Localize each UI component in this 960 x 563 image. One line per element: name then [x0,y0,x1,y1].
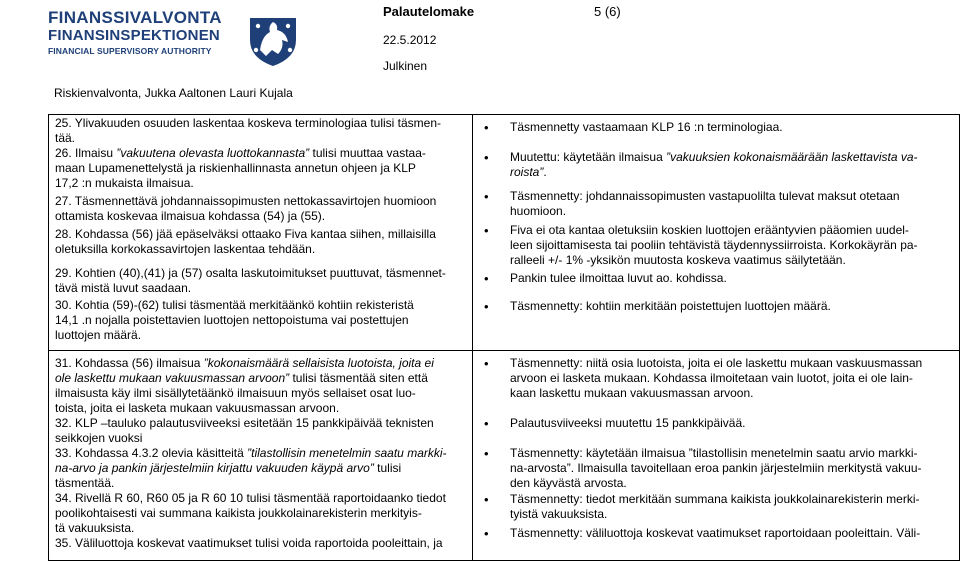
responses-cell [473,351,960,561]
comment-line: 28. Kohdassa (56) jää epäselväksi ottaako Fiva kantaa siihen, millaisilla [55,227,436,241]
response-list [473,356,955,541]
comment-line: 25. Ylivakuuden osuuden laskentaa koskeva terminologiaa tulisi täsmen- [55,116,442,130]
comment-line: 31. Kohdassa (56) ilmaisua ”kokonaismäärä sellaisista luotoista, joita ei [55,356,434,370]
comment-line: oletuksilla korkokassavirtojen laskentaa tehdään. [55,242,316,256]
table-row [49,351,960,561]
comment-line: tää. [55,131,76,145]
comment-line: 32. KLP –tauluko palautusviiveeksi esitetään 15 pankkipäivää teknisten [55,416,434,430]
comment-line: 33. Kohdassa 4.3.2 olevia käsitteitä ”tilastollisin menetelmin saatu markki- [55,446,447,460]
comment-line: tä vakuuksista. [55,521,135,535]
comments-cell [49,115,473,351]
comments-cell [49,351,473,561]
page-number: 5 (6) [594,4,621,19]
lion-crest-icon [242,10,304,68]
comment-line: ilmaisusta käy ilmi sisällytetäänkö ilmaisuun myös sellaiset osat luo- [55,386,416,400]
list-item: • Fiva ei ota kantaa oletuksiin koskien luottojen erääntyvien pääomien uudel- leen sijoittamisesta tai pooliin tehtävistä täydennyssiirroista. Korkokäyrän pa- ralleeli +/- 1% -yksikön muutosta koskeva vaatimus säilytetään. [473,223,955,268]
authors: Riskienvalvonta, Jukka Aaltonen Lauri Kujala [54,86,293,100]
comment-line: na-arvo ja pankin järjestelmiin kirjattu vakuuden käypä arvo” tulisi [55,461,402,475]
list-item: • Pankin tulee ilmoittaa luvut ao. kohdissa. [473,271,955,286]
comment-line: seikkojen vuoksi [55,431,143,445]
comment-line: ole laskettu mukaan vakuusmassan arvoon” tulisi täsmentää siten että [55,371,428,385]
comment-line: maan Lupamenettelystä ja riskienhallinnasta annetun ohjeen ja KLP [55,161,416,175]
list-item: • Muutettu: käytetään ilmaisua ”vakuuksien kokonaismäärään laskettavista va- roista”. [473,150,955,180]
comment-line: täsmentää. [55,476,115,490]
logo-line-1: FINANSSIVALVONTA [48,8,222,27]
logo-line-2: FINANSINSPEKTIONEN [48,27,220,44]
list-item: • Täsmennetty: johdannaissopimusten vastapuolilta tulevat maksut otetaan huomioon. [473,189,955,219]
comment-line: toista, joita ei lasketa mukaan vakuusmassan arvoon. [55,401,340,415]
comment-line: 34. Rivellä R 60, R60 05 ja R 60 10 tulisi täsmentää raportoidaanko tiedot [55,491,446,505]
logo-text [48,8,238,58]
response-list [473,120,955,314]
logo-line-3: FINANCIAL SUPERVISORY AUTHORITY [48,46,212,56]
list-item: • Täsmennetty: kohtiin merkitään poistettujen luottojen määrä. [473,299,955,314]
list-item: • Palautusviiveeksi muutettu 15 pankkipäivää. [473,416,955,431]
list-item: • Täsmennetty vastaamaan KLP 16 :n terminologiaa. [473,120,955,135]
classification: Julkinen [383,59,428,73]
comment-line: poolikohtaisesti vai summana kaikista joukkolainarekisterin merkityis- [55,506,422,520]
comment-line: 29. Kohtien (40),(41) ja (57) osalta laskutoimitukset puuttuvat, täsmennet- [55,266,446,280]
feedback-table [48,114,960,561]
document-title: Palautelomake [383,4,475,19]
document-date: 22.5.2012 [383,33,437,47]
responses-cell [473,115,960,351]
comment-line: 14,1 .n nojalla poistettavien luottojen nettopoistuma vai postettujen [55,313,409,327]
comment-line: 30. Kohtia (59)-(62) tulisi täsmentää merkitäänkö kohtiin rekisteristä [55,298,414,312]
list-item: • Täsmennetty: väliluottoja koskevat vaatimukset raportoidaan pooleittain. Väli- [473,526,955,541]
logo [48,8,348,70]
list-item: • Täsmennetty: käytetään ilmaisua ”tilastollisin menetelmin saatu arvio markki- na-arvosta”. Ilmaisulla tavoitellaan eroa pankin järjestelmiin merkitystä vakuu- den käyvästä arvosta. [473,446,955,491]
list-item: • Täsmennetty: tiedot merkitään summana kaikista joukkolainarekisterin merki- tyistä vakuuksista. [473,492,955,522]
comment-line: ottamista koskevaa ilmaisua kohdassa (54) ja (55). [55,209,326,223]
comment-line: 27. Täsmennettävä johdannaissopimusten nettokassavirtojen huomioon [55,194,437,208]
list-item: • Täsmennetty: niitä osia luotoista, joita ei ole laskettu mukaan vaskuusmassan arvoon ei lasketa mukaan. Kohdassa ilmoitetaan vain luotot, joita ei ole lain- kaan laskettu mukaan vakuusmassan arvoon. [473,356,955,401]
comment-line: 17,2 :n mukaista ilmaisua. [55,176,194,190]
comment-line: tävä mistä luvut saadaan. [55,281,192,295]
table-row [49,115,960,351]
comment-line: luottojen määrä. [55,328,142,342]
comment-line: 35. Väliluottoja koskevat vaatimukset tulisi voida raportoida pooleittain, ja [55,536,443,550]
comment-line: 26. Ilmaisu ”vakuutena olevasta luottokannasta” tulisi muuttaa vastaa- [55,146,426,160]
